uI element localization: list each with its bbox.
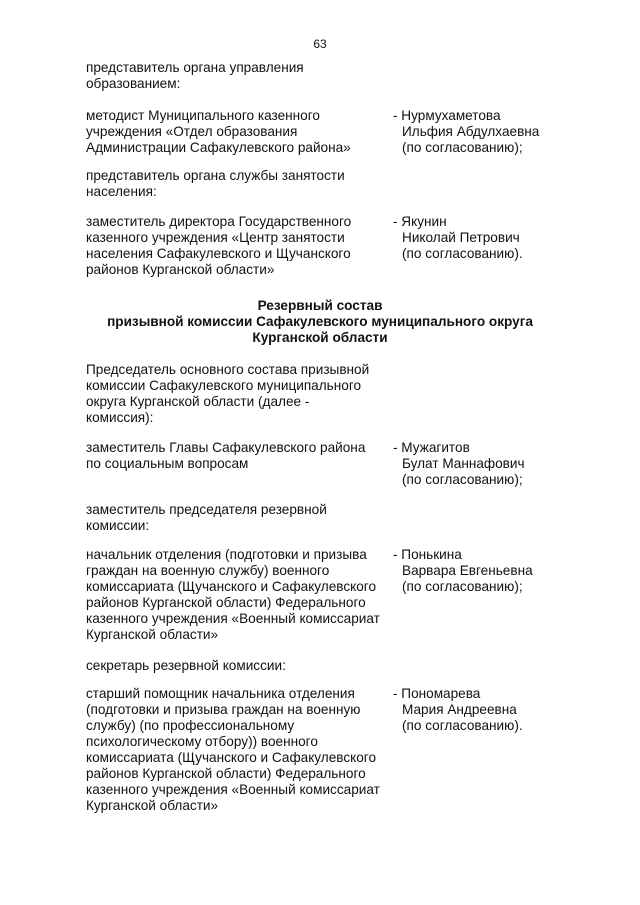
role-employment-representative (86, 168, 345, 200)
text-line: - Понькина (393, 547, 462, 562)
text-line: методист Муниципального казенного (86, 108, 320, 123)
text-line: (подготовки и призыва граждан на военную (86, 702, 361, 717)
text-line: комиссариата (Щучанского и Сафакулевского (86, 750, 377, 765)
text-line: старший помощник начальника отделения (86, 686, 355, 701)
text-line: Курганской области» (86, 627, 219, 642)
member-position (86, 214, 386, 278)
role-vice-chairman (86, 502, 327, 534)
text-line: комиссии: (86, 518, 150, 533)
text-line: округа Курганской области (далее - (86, 394, 310, 409)
text-line: Николай Петрович (402, 230, 520, 245)
text-line: комиссии Сафакулевского муниципального (86, 378, 362, 393)
member-name (393, 214, 613, 262)
text-line: психологическому отбору)) военного (86, 734, 318, 749)
text-line: секретарь резервной комиссии: (86, 658, 286, 673)
text-line: комиссия): (86, 410, 154, 425)
text-line: образованием: (86, 76, 181, 91)
role-chairman (86, 362, 369, 426)
text-line: (по согласованию). (402, 246, 523, 261)
text-line: - Якунин (393, 214, 447, 229)
text-line: - Пономарева (393, 686, 481, 701)
text-line: Председатель основного состава призывной (86, 362, 370, 377)
text-line: заместитель Главы Сафакулевского района (86, 440, 366, 455)
member-position (86, 440, 386, 472)
text-line: районов Курганской области) Федерального (86, 595, 366, 610)
text-line: населения: (86, 184, 157, 199)
text-line: заместитель директора Государственного (86, 214, 352, 229)
text-line: учреждения «Отдел образования (86, 124, 298, 139)
title-line: призывной комиссии Сафакулевского муниципального округа (107, 314, 533, 329)
text-line: заместитель председателя резервной (86, 502, 327, 517)
text-line: Булат Маннафович (402, 456, 525, 471)
text-line: районов Курганской области» (86, 262, 275, 277)
title-line: Курганской области (252, 330, 388, 345)
text-line: казенного учреждения «Военный комиссариат (86, 782, 380, 797)
member-name (393, 440, 613, 488)
section-title (0, 298, 640, 346)
title-line: Резервный состав (257, 298, 383, 313)
member-name (393, 108, 613, 156)
text-line: (по согласованию); (402, 579, 523, 594)
text-line: представитель органа управления (86, 60, 304, 75)
text-line: службу) (по профессиональному (86, 718, 295, 733)
text-line: - Мужагитов (393, 440, 470, 455)
text-line: Курганской области» (86, 798, 219, 813)
member-name (393, 686, 613, 734)
text-line: - Нурмухаметова (393, 108, 501, 123)
member-name (393, 547, 613, 595)
member-position (86, 686, 386, 814)
text-line: (по согласованию); (402, 472, 523, 487)
text-line: казенного учреждения «Военный комиссариат (86, 611, 380, 626)
text-line: районов Курганской области) Федерального (86, 766, 366, 781)
text-line: Ильфия Абдулхаевна (402, 124, 540, 139)
text-line: граждан на военную службу) военного (86, 563, 330, 578)
member-position (86, 108, 386, 156)
text-line: казенного учреждения «Центр занятости (86, 230, 345, 245)
text-line: Администрации Сафакулевского района» (86, 140, 351, 155)
role-secretary (86, 658, 286, 674)
text-line: начальник отделения (подготовки и призыва (86, 547, 367, 562)
text-line: (по согласованию). (402, 718, 523, 733)
member-position (86, 547, 386, 643)
text-line: Варвара Евгеньевна (402, 563, 533, 578)
text-line: населения Сафакулевского и Щучанского (86, 246, 351, 261)
page-number: 63 (313, 37, 327, 51)
text-line: Мария Андреевна (402, 702, 517, 717)
text-line: комиссариата (Щучанского и Сафакулевского (86, 579, 377, 594)
text-line: (по согласованию); (402, 140, 523, 155)
role-education-representative (86, 60, 304, 92)
text-line: представитель органа службы занятости (86, 168, 345, 183)
text-line: по социальным вопросам (86, 456, 249, 471)
